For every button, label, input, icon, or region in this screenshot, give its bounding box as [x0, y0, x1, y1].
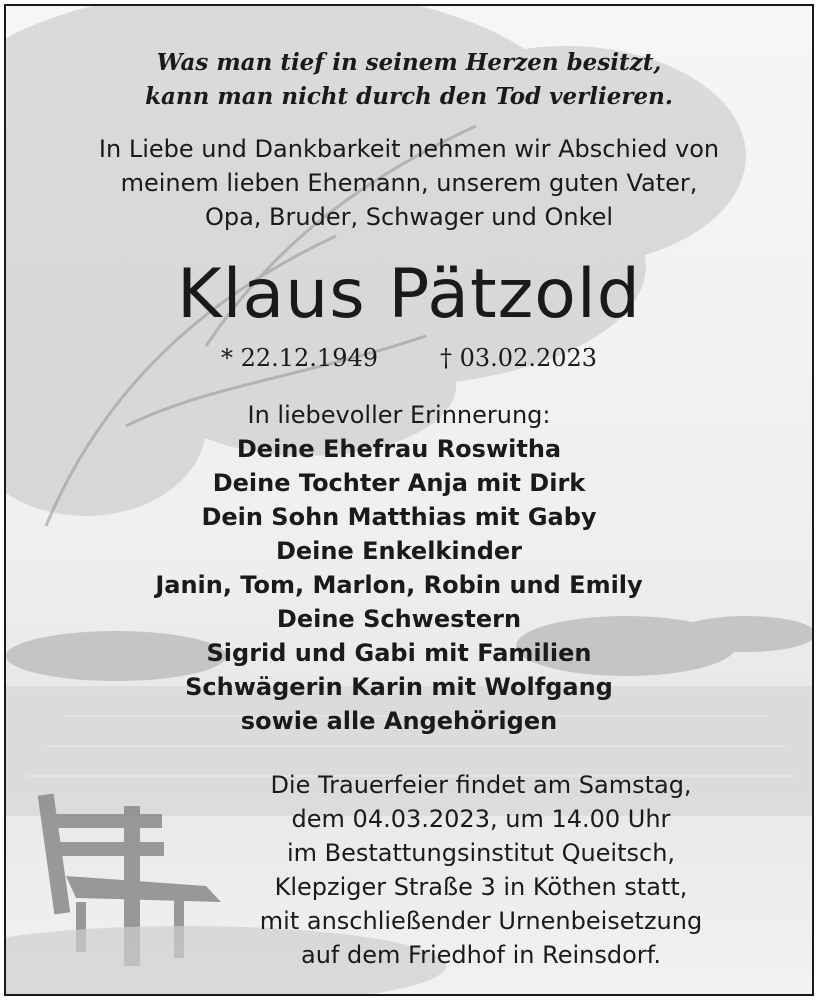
mourner-line: Deine Tochter Anja mit Dirk [212, 469, 586, 497]
mourner-line: Janin, Tom, Marlon, Robin und Emily [155, 571, 643, 599]
mourner-line: Dein Sohn Matthias mit Gaby [201, 503, 597, 531]
intro-line: meinem lieben Ehemann, unserem guten Vater, [120, 169, 698, 197]
funeral-line: im Bestattungsinstitut Queitsch, [286, 839, 676, 867]
motto-line: kann man nicht durch den Tod verlieren. [145, 83, 673, 110]
deceased-name: Klaus Pätzold [177, 255, 641, 334]
intro-line: In Liebe und Dankbarkeit nehmen wir Abschied von [98, 135, 720, 163]
memory-heading: In liebevoller Erinnerung: [247, 401, 551, 429]
funeral-line: auf dem Friedhof in Reinsdorf. [301, 941, 661, 969]
mourner-line: sowie alle Angehörigen [240, 707, 558, 735]
obituary-text [6, 6, 812, 994]
funeral-line: mit anschließender Urnenbeisetzung [259, 907, 703, 935]
obituary-card [4, 4, 814, 996]
funeral-line: Klepziger Straße 3 in Köthen statt, [274, 873, 688, 901]
mourner-line: Deine Enkelkinder [275, 537, 522, 565]
funeral-details [236, 768, 726, 972]
life-dates [6, 340, 812, 376]
mourner-line: Deine Ehefrau Roswitha [236, 435, 562, 463]
intro-line: Opa, Bruder, Schwager und Onkel [204, 203, 614, 231]
funeral-line: dem 04.03.2023, um 14.00 Uhr [291, 805, 671, 833]
mourner-line: Deine Schwestern [276, 605, 522, 633]
mourners-list [4, 432, 802, 738]
mourner-line: Schwägerin Karin mit Wolfgang [185, 673, 613, 701]
motto-line: Was man tief in seinem Herzen besitzt, [156, 49, 662, 76]
mourner-line: Sigrid und Gabi mit Familien [206, 639, 592, 667]
death-date: † 03.02.2023 [440, 344, 598, 372]
intro-text [6, 132, 812, 234]
funeral-line: Die Trauerfeier findet am Samstag, [270, 771, 692, 799]
birth-date: * 22.12.1949 [220, 344, 378, 372]
motto-quote [6, 46, 812, 114]
